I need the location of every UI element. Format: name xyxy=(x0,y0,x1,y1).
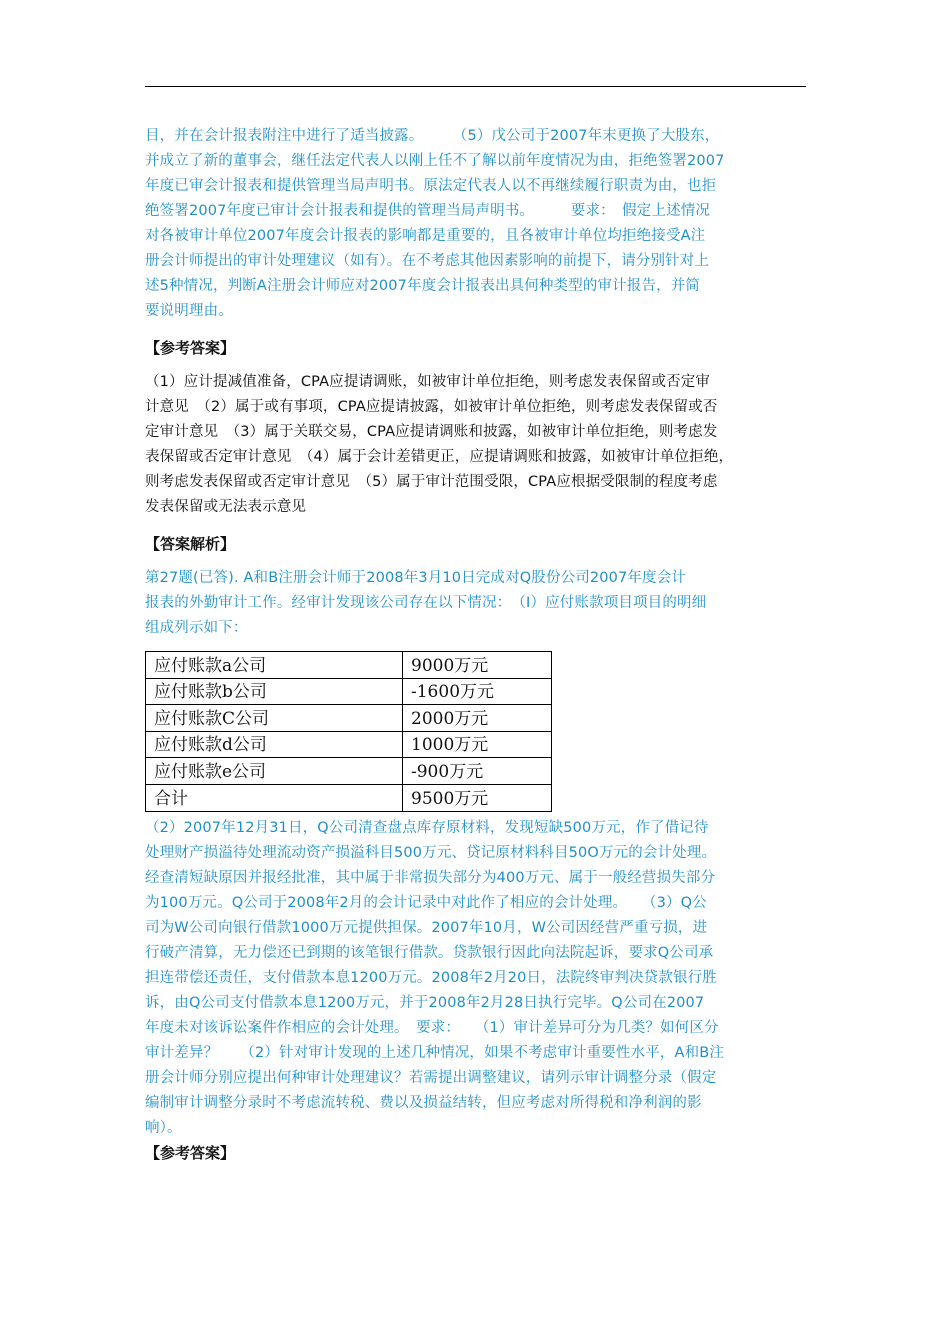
text-line: 要说明理由。 xyxy=(145,303,233,319)
table-row xyxy=(146,678,552,705)
text-line: 则考虑发表保留或否定审计意见 （5）属于审计范围受限，CPA应根据受限制的程度考虑 xyxy=(145,474,718,490)
text-line: 处理财产损溢待处理流动资产损溢科目500万元、贷记原材料科目50O万元的会计处理。 xyxy=(145,845,717,861)
question-text-block xyxy=(145,124,806,324)
text-line: 表保留或否定审计意见 （4）属于会计差错更正，应提请调账和披露，如被审计单位拒绝， xyxy=(145,449,734,465)
question-27-body xyxy=(145,816,806,1141)
text-line: （1）应计提减值准备，CPA应提请调账，如被审计单位拒绝，则考虑发表保留或否定审 xyxy=(145,374,711,390)
table-cell: 应付账款a公司 xyxy=(146,652,403,679)
table-row xyxy=(146,731,552,758)
table-cell: 9500万元 xyxy=(403,784,552,811)
accounts-payable-table xyxy=(145,651,552,812)
text-line: 响）。 xyxy=(145,1120,182,1136)
text-line: 诉，由Q公司支付借款本息1200万元，并于2008年2月28日执行完毕。Q公司在2007 xyxy=(145,995,705,1011)
text-line: 并成立了新的董事会，继任法定代表人以刚上任不了解以前年度情况为由，拒绝签署2007 xyxy=(145,153,725,169)
text-line: 绝签署2007年度已审计会计报表和提供的管理当局声明书。 要求： 假定上述情况 xyxy=(145,203,711,219)
text-line: 组成列示如下： xyxy=(145,620,248,636)
table-cell: 应付账款b公司 xyxy=(146,678,403,705)
text-line: 司为W公司向银行借款1000万元提供担保。2007年10月，W公司因经营严重亏损，进 xyxy=(145,920,708,936)
reference-answer-heading: 【参考答案】 xyxy=(145,339,236,357)
text-line: 年度未对该诉讼案件作相应的会计处理。 要求： （1）审计差异可分为几类？如何区分 xyxy=(145,1020,719,1036)
table-cell: 2000万元 xyxy=(403,705,552,732)
text-line: 册会计师提出的审计处理建议（如有）。在不考虑其他因素影响的前提下，请分别针对上 xyxy=(145,253,710,269)
header-rule xyxy=(145,86,806,87)
text-line: 第27题(已答). A和B注册会计师于2008年3月10日完成对Q股份公司2007年度会计 xyxy=(145,570,686,586)
table-cell: 应付账款C公司 xyxy=(146,705,403,732)
text-line: 述5种情况，判断A注册会计师应对2007年度会计报表出具何种类型的审计报告，并简 xyxy=(145,278,701,294)
text-line: 为100万元。Q公司于2008年2月的会计记录中对此作了相应的会计处理。 （3）Q公 xyxy=(145,895,707,911)
text-line: 定审计意见 （3）属于关联交易，CPA应提请调账和披露，如被审计单位拒绝，则考虑发 xyxy=(145,424,718,440)
table-row xyxy=(146,652,552,679)
text-line: 担连带偿还责任，支付借款本息1200万元。2008年2月20日，法院终审判决贷款银行胜 xyxy=(145,970,717,986)
table-cell: -900万元 xyxy=(403,758,552,785)
question-27-intro xyxy=(145,566,806,641)
text-line: 目，并在会计报表附注中进行了适当披露。 （5）戊公司于2007年末更换了大股东， xyxy=(145,128,720,144)
table-cell: 应付账款e公司 xyxy=(146,758,403,785)
text-line: 行破产清算，无力偿还已到期的该笔银行借款。贷款银行因此向法院起诉，要求Q公司承 xyxy=(145,945,714,961)
text-line: 发表保留或无法表示意见 xyxy=(145,499,307,515)
text-line: 编制审计调整分录时不考虑流转税、费以及损益结转，但应考虑对所得税和净利润的影 xyxy=(145,1095,702,1111)
text-line: 册会计师分别应提出何种审计处理建议？若需提出调整建议，请列示审计调整分录（假定 xyxy=(145,1070,717,1086)
text-line: 计意见 （2）属于或有事项，CPA应提请披露，如被审计单位拒绝，则考虑发表保留或否 xyxy=(145,399,718,415)
text-line: 审计差异？ （2）针对审计发现的上述几种情况，如果不考虑审计重要性水平，A和B注 xyxy=(145,1045,724,1061)
table-row-total xyxy=(146,784,552,811)
table-cell: 1000万元 xyxy=(403,731,552,758)
text-line: 对各被审计单位2007年度会计报表的影响都是重要的，且各被审计单位均拒绝接受A注 xyxy=(145,228,706,244)
text-line: 经查清短缺原因并报经批准，其中属于非常损失部分为400万元、属于一般经营损失部分 xyxy=(145,870,716,886)
reference-answer-heading-2: 【参考答案】 xyxy=(145,1144,236,1162)
answer-text-block xyxy=(145,370,806,520)
text-line: （2）2007年12月31日，Q公司清查盘点库存原材料，发现短缺500万元，作了借记待 xyxy=(145,820,709,836)
table-cell: 合计 xyxy=(146,784,403,811)
table-row xyxy=(146,705,552,732)
answer-analysis-heading: 【答案解析】 xyxy=(145,535,236,553)
table-cell: -1600万元 xyxy=(403,678,552,705)
table-cell: 应付账款d公司 xyxy=(146,731,403,758)
text-line: 年度已审会计报表和提供管理当局声明书。原法定代表人以不再继续履行职责为由，也拒 xyxy=(145,178,717,194)
text-line: 报表的外勤审计工作。经审计发现该公司存在以下情况： （I）应付账款项目项目的明细 xyxy=(145,595,707,611)
table-cell: 9000万元 xyxy=(403,652,552,679)
table-row xyxy=(146,758,552,785)
